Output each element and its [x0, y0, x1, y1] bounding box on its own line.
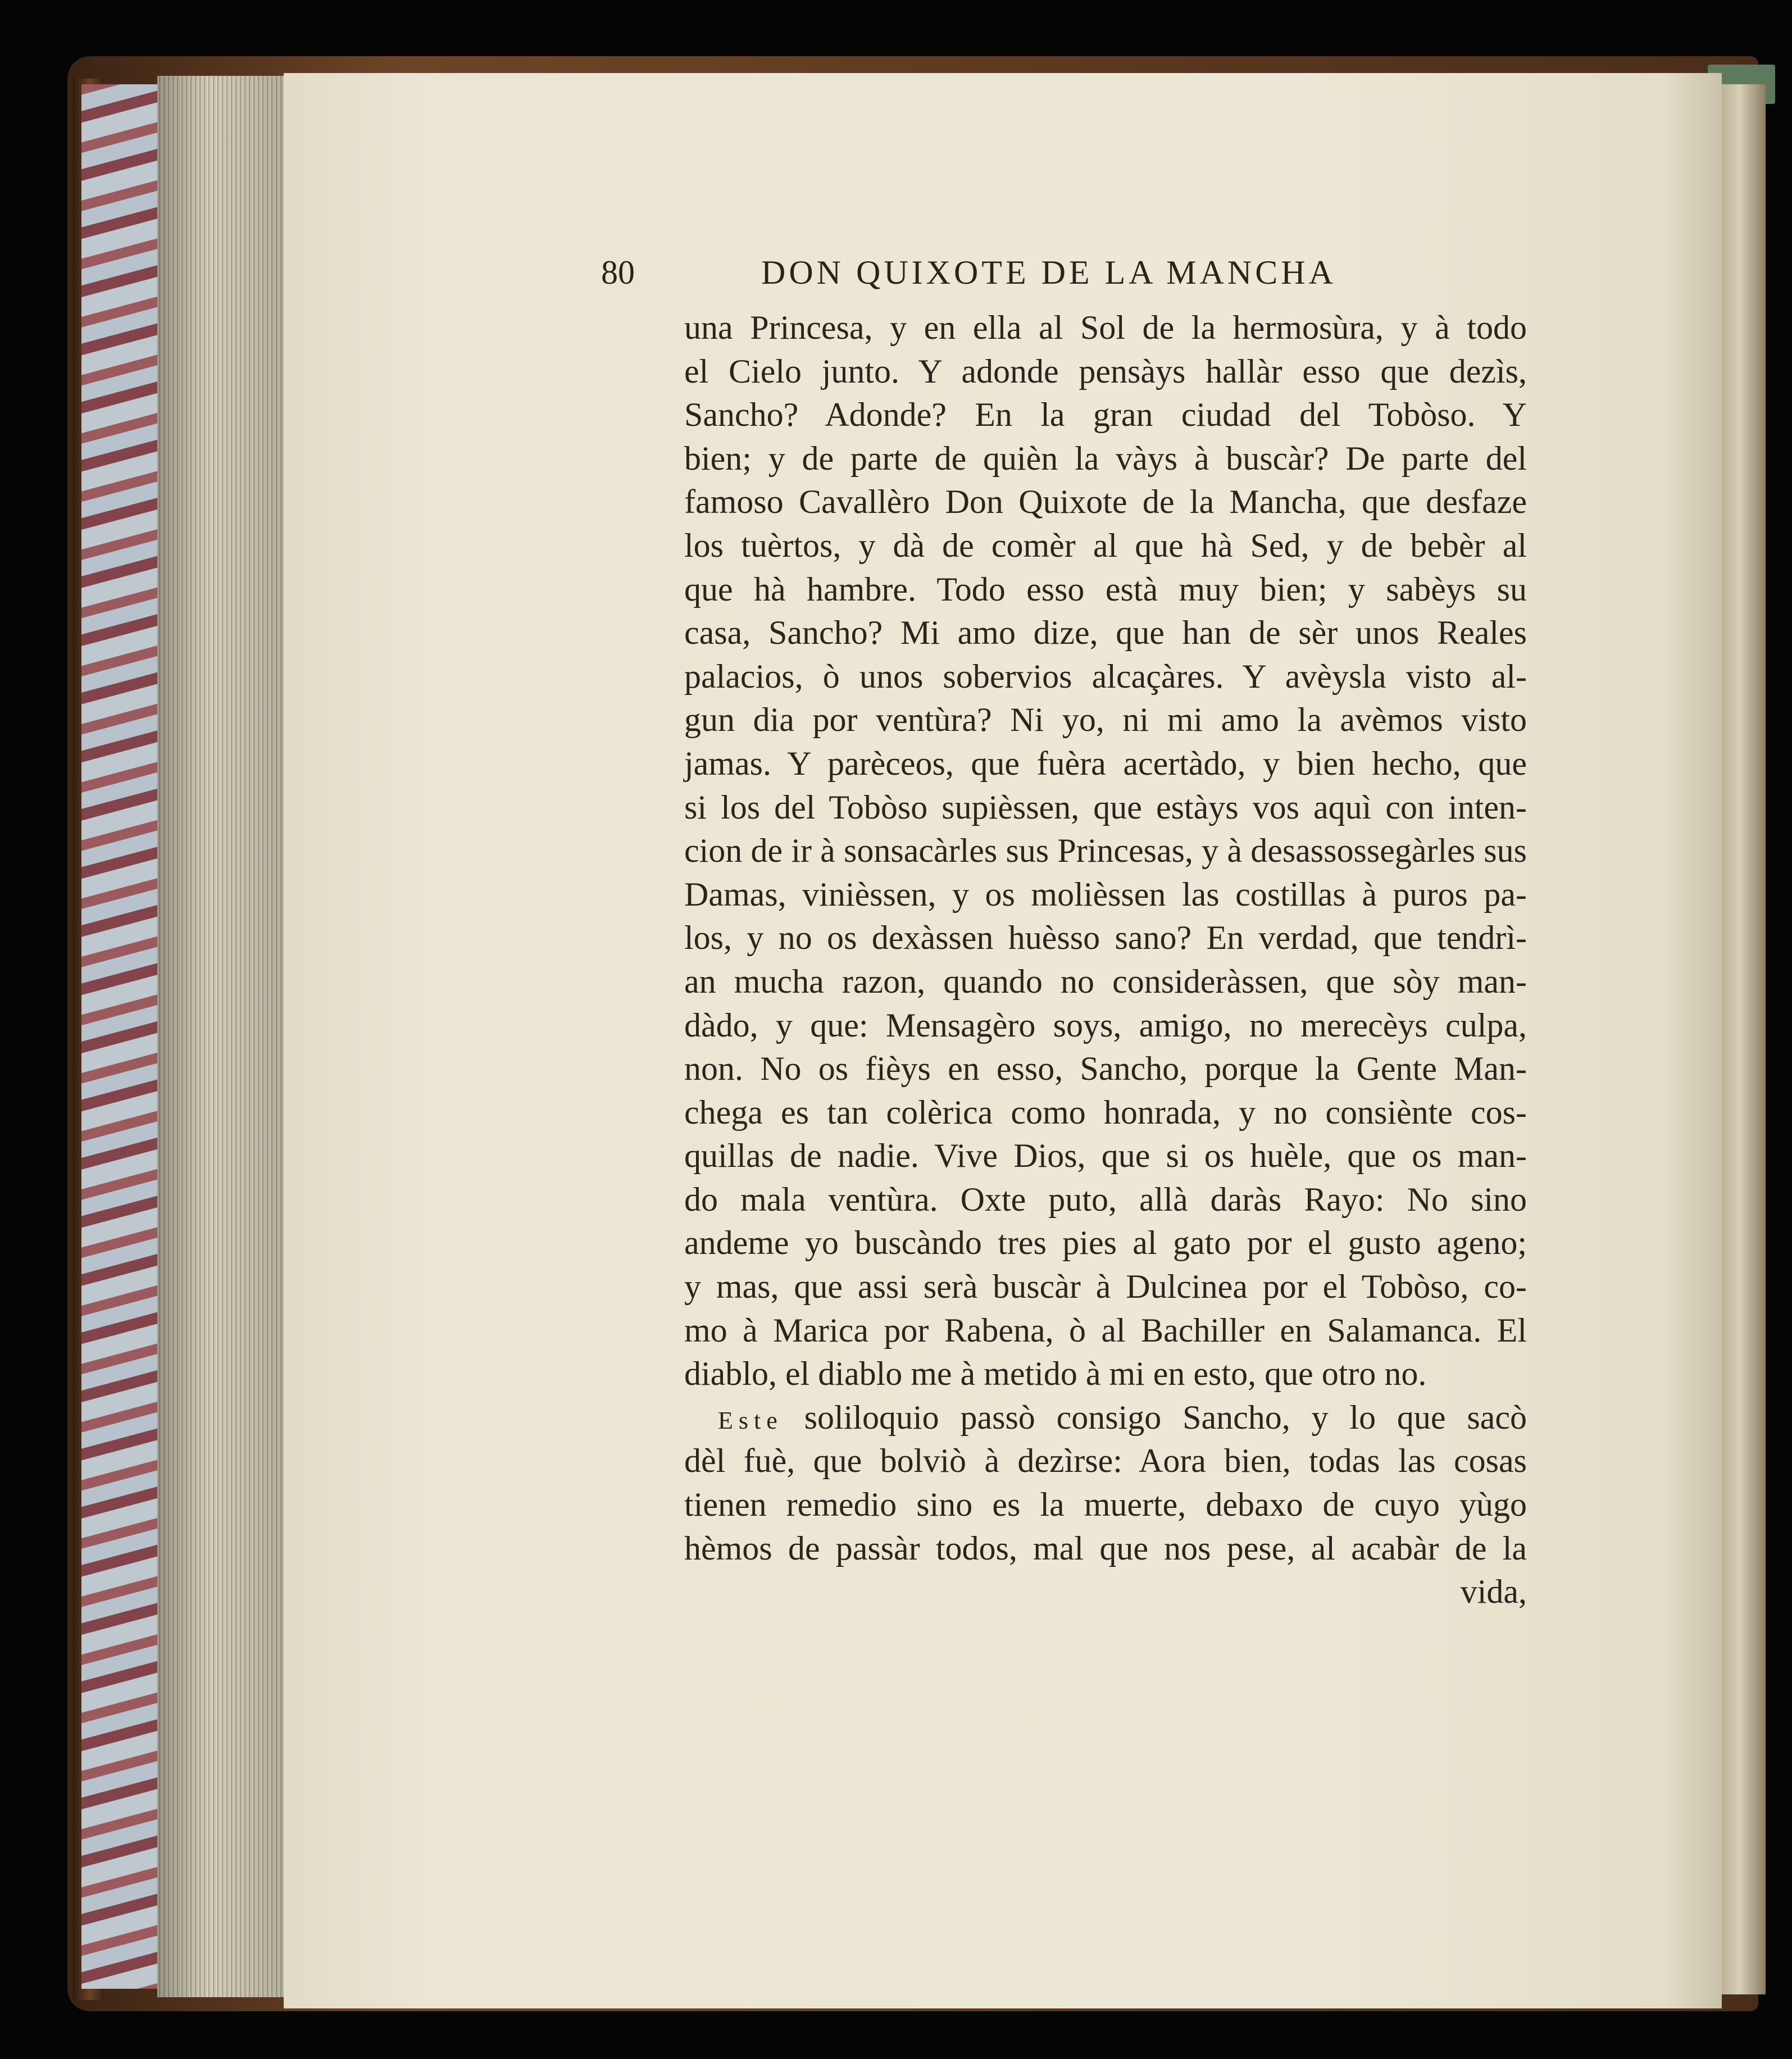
running-title: DON QUIXOTE DE LA MANCHA	[761, 254, 1336, 291]
text-line: cion de ir à sonsacàrles sus Princesas, y à desassossegàrles sus	[684, 832, 1527, 870]
page-number: 80	[601, 254, 635, 291]
text-line: tienen remedio sino es la muerte, debaxo de cuyo yùgo	[684, 1486, 1527, 1524]
text-line: el Cielo junto. Y adonde pensàys hallàr esso que dezìs,	[684, 352, 1527, 390]
text-line: an mucha razon, quando no consideràssen, que sòy man-	[684, 962, 1527, 1000]
text-line: casa, Sancho? Mi amo dize, que han de sèr unos Reales	[684, 614, 1527, 652]
line-text: soliloquio passò consigo Sancho, y lo que sacò	[804, 1398, 1527, 1436]
page-edges-shadow	[157, 76, 286, 1997]
facing-page-edge	[1718, 84, 1766, 1994]
text-line: hèmos de passàr todos, mal que nos pese, al acabàr de la	[684, 1529, 1527, 1567]
text-line: mo à Marica por Rabena, ò al Bachiller en Salamanca. El	[684, 1311, 1527, 1349]
text-line: los tuèrtos, y dà de comèr al que hà Sed, y de bebèr al	[684, 526, 1527, 564]
text-line: do mala ventùra. Oxte puto, allà daràs Rayo: No sino	[684, 1180, 1527, 1218]
text-line: dàdo, y que: Mensagèro soys, amigo, no merecèys culpa,	[684, 1006, 1527, 1044]
small-caps-initial: Este	[718, 1406, 783, 1434]
marbled-endpaper	[81, 84, 166, 1989]
text-line: que hà hambre. Todo esso està muy bien; y sabèys su	[684, 570, 1527, 608]
text-line: los, y no os dexàssen huèsso sano? En verdad, que tendrì-	[684, 919, 1527, 957]
running-head	[601, 247, 1528, 298]
text-line: si los del Tobòso supièssen, que estàys vos aquì con inten-	[684, 788, 1527, 826]
text-line: jamas. Y parèceos, que fuèra acertàdo, y bien hecho, que	[684, 744, 1527, 782]
text-line: dèl fuè, que bolviò à dezìrse: Aora bien, todas las cosas	[684, 1442, 1527, 1480]
text-line	[684, 1396, 1527, 1440]
text-line: diablo, el diablo me à metido à mi en esto, que otro no.	[684, 1355, 1427, 1393]
text-line: bien; y de parte de quièn la vàys à buscàr? De parte del	[684, 439, 1527, 477]
text-line: non. No os fièys en esso, Sancho, porque la Gente Man-	[684, 1050, 1527, 1088]
text-line: palacios, ò unos sobervios alcaçàres. Y avèysla visto al-	[684, 657, 1527, 695]
text-line: Damas, vinièssen, y os molièssen las costillas à puros pa-	[684, 875, 1527, 913]
body-text	[684, 306, 1527, 1614]
text-line: Sancho? Adonde? En la gran ciudad del Tobòso. Y	[684, 396, 1527, 434]
paragraph-2	[684, 1396, 1527, 1570]
text-line: chega es tan colèrica como honrada, y no consiènte cos-	[684, 1093, 1527, 1131]
text-line: gun dia por ventùra? Ni yo, ni mi amo la avèmos visto	[684, 701, 1527, 739]
text-line: y mas, que assi serà buscàr à Dulcinea por el Tobòso, co-	[684, 1268, 1527, 1306]
catchword: vida,	[1460, 1573, 1527, 1611]
paragraph-1	[684, 306, 1527, 1396]
text-line: famoso Cavallèro Don Quixote de la Mancha, que desfaze	[684, 483, 1527, 521]
text-line: quillas de nadie. Vive Dios, que si os huèle, que os man-	[684, 1137, 1527, 1175]
text-line: una Princesa, y en ella al Sol de la hermosùra, y à todo	[684, 309, 1527, 346]
text-line: andeme yo buscàndo tres pies al gato por el gusto ageno;	[684, 1224, 1527, 1262]
